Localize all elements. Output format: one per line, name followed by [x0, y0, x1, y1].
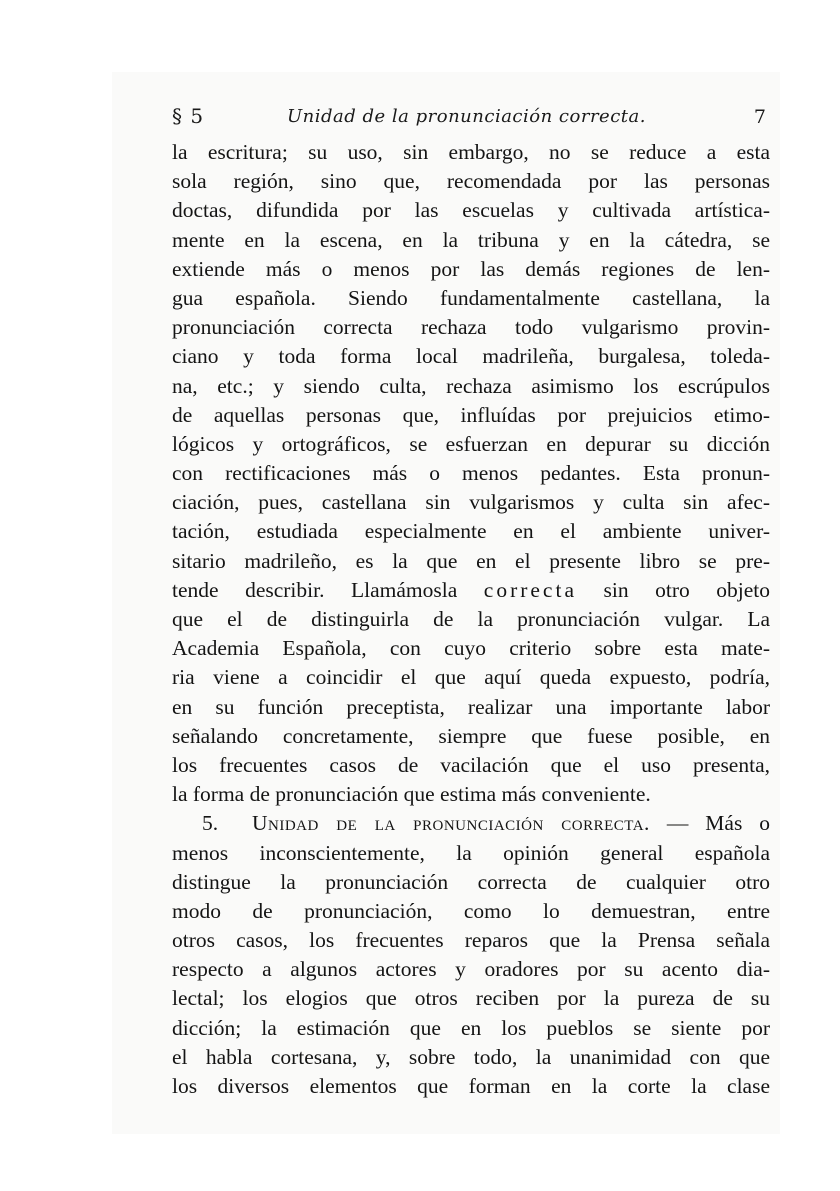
- text-line: la escritura; su uso, sin embargo, no se reduce a esta: [172, 140, 770, 164]
- text-line: ria viene a coincidir el que aquí queda expuesto, podría,: [172, 665, 770, 690]
- text-line: otros casos, los frecuentes reparos que la Prensa señala: [172, 928, 770, 953]
- text-line: los diversos elementos que forman en la corte la clase: [172, 1074, 770, 1098]
- text-line: sitario madrileño, es la que en el presente libro se pre-: [172, 548, 770, 573]
- text-line: señalando concretamente, siempre que fuese posible, en: [172, 723, 770, 748]
- text-line: la forma de pronunciación que estima más conveniente.: [172, 782, 651, 807]
- book-page: [112, 72, 780, 1134]
- text-line: sola región, sino que, recomendada por las personas: [172, 169, 770, 194]
- text-line: de aquellas personas que, influídas por prejuicios etimo-: [172, 402, 770, 427]
- text-line: na, etc.; y siendo culta, rechaza asimismo los escrúpulos: [172, 373, 770, 398]
- text-line: menos inconscientemente, la opinión general española: [172, 840, 770, 865]
- running-header: [172, 100, 766, 130]
- text-line: los frecuentes casos de vacilación que el uso presenta,: [172, 752, 770, 777]
- text-line: lectal; los elogios que otros reciben por la pureza de su: [172, 986, 770, 1011]
- text-line-correcta: [172, 576, 770, 605]
- text-line: respecto a algunos actores y oradores por su acento dia-: [172, 957, 770, 982]
- text-line: extiende más o menos por las demás regiones de len-: [172, 256, 770, 281]
- text-line: ciano y toda forma local madrileña, burgalesa, toleda-: [172, 344, 770, 369]
- text-line: pronunciación correcta rechaza todo vulgarismo provin-: [172, 315, 770, 340]
- line-after: sin otro objeto: [577, 577, 770, 602]
- section-dash-text: — Más o: [649, 811, 771, 836]
- text-line: mente en la escena, en la tribuna y en la cátedra, se: [172, 227, 770, 252]
- text-line: lógicos y ortográficos, se esfuerzan en depurar su dicción: [172, 431, 770, 456]
- text-line: que el de distinguirla de la pronunciación vulgar. La: [172, 607, 770, 631]
- text-line: ciación, pues, castellana sin vulgarismos y culta sin afec-: [172, 490, 770, 515]
- text-line: dicción; la estimación que en los pueblos se siente por: [172, 1015, 770, 1040]
- text-line: el habla cortesana, y, sobre todo, la unanimidad con que: [172, 1044, 770, 1069]
- body-text: [172, 138, 770, 1101]
- text-line: en su función preceptista, realizar una importante labor: [172, 694, 770, 719]
- page-number: 7: [753, 106, 766, 128]
- text-line: gua española. Siendo fundamentalmente castellana, la: [172, 285, 770, 310]
- section-number: 5.: [202, 811, 219, 836]
- emphasized-word: correcta: [483, 577, 577, 602]
- text-line: con rectificaciones más o menos pedantes. Esta pronun-: [172, 461, 770, 486]
- section-mark: § 5: [172, 104, 205, 128]
- text-line: tación, estudiada especialmente en el ambiente univer-: [172, 519, 770, 544]
- text-line: modo de pronunciación, como lo demuestran, entre: [172, 898, 770, 923]
- section-heading-line: [172, 809, 770, 838]
- running-title: Unidad de la pronunciación correcta.: [287, 106, 646, 127]
- line-before: tende describir. Llamámosla: [172, 577, 484, 602]
- text-line: distingue la pronunciación correcta de cualquier otro: [172, 869, 770, 894]
- text-line: Academia Española, con cuyo criterio sobre esta mate-: [172, 636, 770, 661]
- section-heading: Unidad de la pronunciación correcta.: [252, 811, 650, 836]
- text-line: doctas, difundida por las escuelas y cultivada artística-: [172, 198, 770, 223]
